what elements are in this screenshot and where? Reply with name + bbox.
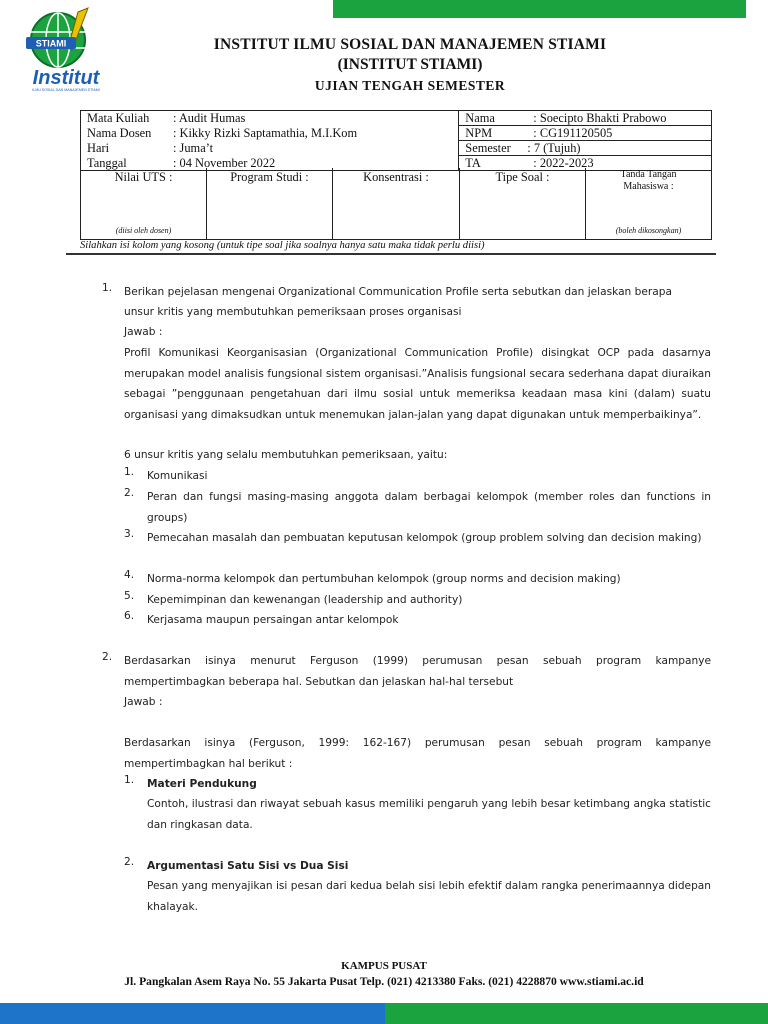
exam-info-table: [80, 110, 712, 171]
exam-title: UJIAN TENGAH SEMESTER: [314, 78, 506, 93]
q2-answer-intro: Berdasarkan isinya (Ferguson, 1999: 162-167) perumusan pesan sebuah program kampanye mempertimbagkan hal berikut :: [124, 737, 711, 770]
q1-item-number: 6.: [124, 610, 135, 622]
q1-item-number: 2.: [124, 487, 135, 499]
top-green-bar: [333, 0, 746, 18]
label-hari: Hari: [87, 140, 110, 155]
value-nama: : Soecipto Bhakti Prabowo: [533, 111, 667, 125]
institution-name: INSTITUT ILMU SOSIAL DAN MANAJEMEN STIAMI: [213, 36, 607, 53]
label-tanggal: Tanggal: [87, 155, 127, 170]
nilai-uts-note: (diisi oleh dosen): [115, 226, 172, 235]
institution-short-name: (INSTITUT STIAMI): [337, 56, 483, 73]
header-divider: [66, 253, 716, 255]
tipe-soal-cell[interactable]: [460, 168, 586, 239]
fill-instruction: Silahkan isi kolom yang kosong (untuk tipe soal jika soalnya hanya satu maka tidak perlu diisi): [80, 240, 485, 251]
q1-item-text: Komunikasi: [147, 470, 208, 482]
bottom-green-bar: [385, 1003, 768, 1024]
info-cell-semester: [459, 141, 712, 156]
label-nama-dosen: Nama Dosen: [87, 125, 152, 140]
value-semester: : 7 (Tujuh): [527, 141, 581, 155]
label-semester: Semester: [465, 141, 511, 155]
tanda-tangan-line1: Tanda Tangan: [620, 169, 677, 180]
tipe-soal-label: Tipe Soal :: [495, 170, 550, 184]
bottom-blue-bar: [0, 1003, 385, 1024]
tanda-tangan-note: (boleh dikosongkan): [615, 226, 682, 235]
info-cell-nama-dosen: [81, 126, 459, 141]
q1-item-number: 4.: [124, 569, 135, 581]
q1-item-number: 3.: [124, 528, 135, 540]
tanda-tangan-line2: Mahasiswa :: [623, 181, 674, 192]
q1-list-intro: 6 unsur kritis yang selalu membutuhkan pemeriksaan, yaitu:: [124, 449, 448, 461]
q1-number: 1.: [102, 282, 113, 294]
info-cell-npm: [459, 126, 712, 141]
q2-item-number: 1.: [124, 774, 135, 786]
nilai-uts-cell[interactable]: [81, 168, 207, 239]
q1-jawab-label: Jawab :: [124, 326, 163, 338]
value-mata-kuliah: : Audit Humas: [173, 111, 246, 125]
info-cell-mata-kuliah: [81, 111, 459, 126]
label-mata-kuliah: Mata Kuliah: [87, 111, 150, 125]
q1-question-line1: Berikan pejelasan mengenai Organizational Communication Profile serta sebutkan dan jelaskan berapa: [124, 286, 672, 298]
value-npm: : CG191120505: [533, 126, 613, 140]
value-ta: : 2022-2023: [533, 156, 594, 170]
logo-tagline: ILMU SOSIAL DAN MANAJEMEN STIAMI: [32, 88, 100, 92]
value-hari: : Juma’t: [173, 140, 214, 155]
footer-address: Jl. Pangkalan Asem Raya No. 55 Jakarta Pusat Telp. (021) 4213380 Faks. (021) 4228870 www.stiami.ac.id: [124, 975, 644, 988]
exam-fill-grid: [80, 168, 712, 240]
nilai-uts-label: Nilai UTS :: [114, 170, 173, 184]
value-tanggal: : 04 November 2022: [173, 155, 276, 170]
logo-wordmark: Institut: [32, 67, 100, 89]
q1-item-text: Pemecahan masalah dan pembuatan keputusan kelompok (group problem solving dan decision making): [147, 532, 702, 544]
q1-item-number: 1.: [124, 466, 135, 478]
konsentrasi-label: Konsentrasi :: [363, 170, 429, 184]
q2-question: Berdasarkan isinya menurut Ferguson (1999) perumusan pesan sebuah program kampanye mempertimbagkan beberapa hal. Sebutkan dan jelaskan hal-hal tersebut: [124, 655, 711, 688]
konsentrasi-cell[interactable]: [333, 168, 460, 239]
label-npm: NPM: [465, 126, 493, 140]
info-cell-nama: [459, 111, 712, 126]
q2-item-number: 2.: [124, 856, 135, 868]
footer-campus: KAMPUS PUSAT: [341, 960, 427, 972]
q1-item-text: Kerjasama maupun persaingan antar kelompok: [147, 614, 399, 626]
q1-item-text: Kepemimpinan dan kewenangan (leadership and authority): [147, 594, 463, 606]
stiami-logo: [18, 6, 116, 92]
q2-item-title: Argumentasi Satu Sisi vs Dua Sisi: [147, 860, 349, 872]
label-nama: Nama: [465, 111, 495, 125]
label-ta: TA: [465, 156, 481, 170]
tanda-tangan-cell[interactable]: [586, 168, 711, 239]
value-nama-dosen: : Kikky Rizki Saptamathia, M.I.Kom: [173, 125, 358, 140]
tanda-tangan-label: [586, 169, 711, 193]
program-studi-cell[interactable]: [207, 168, 333, 239]
q1-answer: Profil Komunikasi Keorganisasian (Organizational Communication Profile) disingkat OCP pada dasarnya merupakan model analisis fungsional sistem organisasi.”Analisis fungsional secara sederhana dapat diuraikan sebagai ”penggunaan pengetahuan dari ilmu sosial untuk memeriksa keadaan masa kini (dalam) suatu organisasi yang dimaksudkan untuk menemukan jalan-jalan yang dapat digunakan untuk memperbaikinya”.: [124, 347, 711, 421]
program-studi-label: Program Studi :: [230, 170, 309, 184]
q1-question-line2: unsur kritis yang membutuhkan pemeriksaan proses organisasi: [124, 306, 462, 318]
q1-item-text: Peran dan fungsi masing-masing anggota dalam berbagai kelompok (member roles dan functions in groups): [147, 491, 711, 524]
info-cell-hari: [81, 141, 459, 156]
q2-number: 2.: [102, 651, 113, 663]
q2-jawab-label: Jawab :: [124, 696, 163, 708]
q1-item-number: 5.: [124, 590, 135, 602]
q2-item-text: Pesan yang menyajikan isi pesan dari kedua belah sisi lebih efektif dalam rangka penerimaannya didepan khalayak.: [147, 880, 711, 913]
q1-item-text: Norma-norma kelompok dan pertumbuhan kelompok (group norms and decision making): [147, 573, 621, 585]
q2-item-text: Contoh, ilustrasi dan riwayat sebuah kasus memiliki pengaruh yang lebih besar ketimbang angka statistic dan ringkasan data.: [147, 798, 711, 831]
q2-item-title: Materi Pendukung: [147, 778, 257, 790]
logo-badge: STIAMI: [35, 38, 67, 49]
